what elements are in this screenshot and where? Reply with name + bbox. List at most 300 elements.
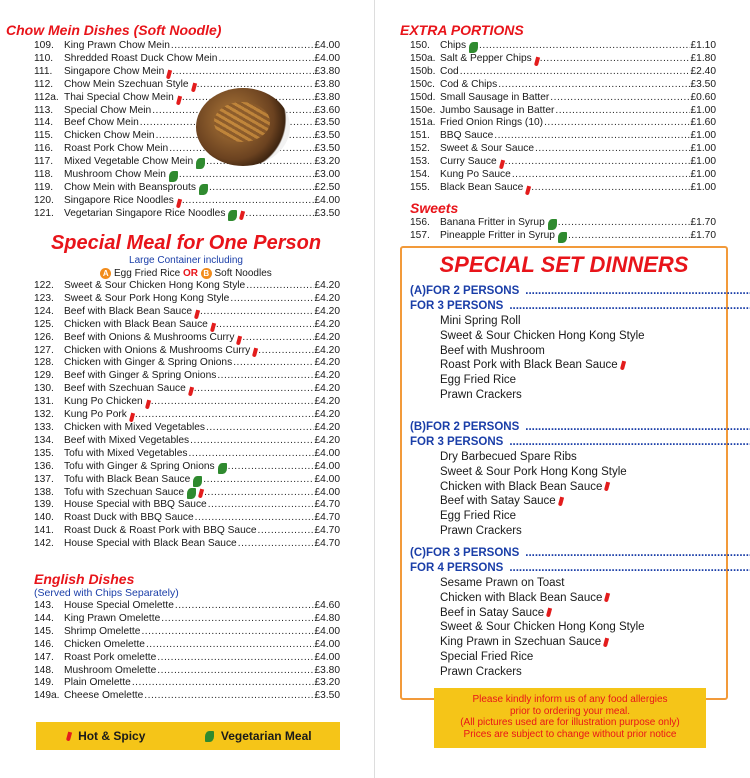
item-number: 150d. (410, 91, 436, 103)
item-price: £4.00 (314, 625, 340, 637)
item-number: 153. (410, 156, 430, 168)
set-dish (402, 450, 726, 465)
menu-item (34, 499, 340, 512)
chili-icon (558, 496, 564, 506)
leader-dots (218, 53, 313, 66)
item-price: £4.20 (314, 292, 340, 304)
menu-item (34, 332, 340, 345)
menu-item (34, 448, 340, 461)
item-price: £3.00 (314, 169, 340, 181)
leader-dots (258, 345, 313, 358)
menu-item (34, 156, 340, 169)
item-name: Salt & Pepper Chips (440, 52, 532, 64)
item-name: Chicken with Onions & Mushrooms Curry (64, 344, 251, 356)
set-dish-name: Egg Fried Rice (440, 510, 517, 523)
chili-icon (546, 608, 552, 618)
legend-veg-label: Vegetarian Meal (220, 729, 312, 743)
chili-icon (620, 360, 626, 370)
set-label (402, 435, 410, 450)
leader-dots (195, 512, 314, 525)
set-dinner (402, 546, 726, 680)
item-name: Pineapple Fritter in Syrup (440, 229, 555, 241)
item-price: £4.20 (314, 331, 340, 343)
leader-dots (544, 117, 689, 130)
item-number: 142. (34, 538, 54, 550)
rice-noodle-options (0, 267, 372, 280)
leader-dots (509, 299, 750, 314)
item-name: Chicken with Mixed Vegetables (64, 421, 206, 433)
set-persons (410, 299, 750, 314)
item-price: £4.20 (314, 383, 340, 395)
item-price: £3.80 (314, 78, 340, 90)
item-number: 112a. (34, 91, 59, 103)
item-icons (532, 57, 539, 66)
item-number: 143. (34, 600, 54, 611)
set-dish (402, 465, 726, 480)
menu-item (34, 105, 340, 118)
item-number: 132. (34, 409, 54, 421)
item-price: £4.00 (314, 486, 340, 498)
menu-item (34, 370, 340, 383)
item-name: Roast Duck & Roast Pork with BBQ Sauce (64, 525, 257, 537)
item-name: Banana Fritter in Syrup (440, 217, 545, 228)
item-price: £4.70 (314, 538, 340, 550)
item-number: 141. (34, 525, 54, 537)
menu-item (410, 117, 716, 130)
item-icons (166, 171, 178, 182)
item-name: Sweet & Sour Pork Hong Kong Style (64, 292, 230, 304)
set-persons (410, 561, 750, 576)
leader-dots (217, 370, 313, 383)
set-dinner (402, 284, 726, 403)
leader-dots (525, 284, 750, 299)
menu-item (34, 422, 340, 435)
item-price: £1.10 (690, 40, 716, 51)
item-number: 150e. (410, 104, 436, 116)
menu-item (34, 613, 340, 626)
set-dish-name: Prawn Crackers (440, 524, 522, 537)
set-persons (426, 420, 750, 435)
item-icons (143, 400, 150, 409)
item-name: Jumbo Sausage in Batter (440, 104, 555, 116)
item-number: 150. (410, 40, 430, 51)
leader-dots (171, 40, 314, 53)
option-a-label: Egg Fried Rice (114, 268, 181, 279)
option-b-label: Soft Noodles (214, 268, 272, 279)
menu-item (34, 435, 340, 448)
leader-dots (258, 525, 314, 538)
set-dish (402, 650, 726, 665)
item-price: £3.80 (314, 65, 340, 77)
leader-dots (200, 306, 314, 319)
item-number: 139. (34, 499, 54, 511)
set-dish-name: Chicken with Black Bean Sauce (440, 591, 603, 604)
set-dish (402, 606, 726, 621)
item-number: 119. (34, 181, 54, 193)
item-name: Sweet & Sour Sauce (440, 143, 535, 155)
set-persons-label: FOR 2 PERSONS (425, 285, 520, 297)
item-number: 151a. (410, 117, 436, 129)
item-icons (523, 186, 530, 195)
item-name: Kung Po Sauce (440, 169, 511, 181)
option-b-badge: B (201, 268, 212, 279)
item-icons (193, 158, 205, 169)
sweets-list (410, 217, 716, 243)
item-number: 126. (34, 331, 54, 343)
menu-item (34, 383, 340, 396)
menu-item (34, 461, 340, 474)
menu-item (34, 319, 340, 332)
item-icons (189, 83, 196, 92)
item-price: £4.00 (314, 52, 340, 64)
leader-dots (175, 600, 314, 613)
extra-portions-title: EXTRA PORTIONS (400, 22, 524, 38)
item-name: Beef Chow Mein (64, 117, 139, 129)
menu-item (34, 53, 340, 66)
set-dish (402, 665, 726, 680)
leader-dots (172, 66, 313, 79)
legend-hot-label: Hot & Spicy (78, 729, 146, 743)
item-price: £3.80 (314, 664, 340, 676)
item-price: £4.20 (314, 396, 340, 408)
leader-dots (204, 487, 313, 500)
item-price: £1.00 (690, 181, 716, 193)
menu-item (34, 182, 340, 195)
leader-dots (568, 230, 690, 243)
leaf-icon (193, 476, 202, 487)
item-name: Roast Duck with BBQ Sauce (64, 512, 194, 524)
chili-icon (604, 482, 610, 492)
item-price: £1.00 (690, 143, 716, 155)
item-price: £4.20 (314, 434, 340, 446)
item-price: £1.00 (690, 169, 716, 181)
menu-item (410, 53, 716, 66)
leader-dots (512, 169, 690, 182)
leader-dots (525, 420, 750, 435)
leader-dots (531, 182, 689, 195)
item-number: 148. (34, 664, 54, 676)
leaf-icon (187, 488, 196, 499)
item-name: Roast Pork Chow Mein (64, 143, 169, 155)
set-dish (402, 509, 726, 524)
item-icons (234, 336, 241, 345)
item-price: £4.70 (314, 525, 340, 537)
leaf-icon (205, 731, 214, 742)
item-price: £4.20 (314, 421, 340, 433)
item-price: £3.60 (314, 104, 340, 116)
set-dish (402, 620, 726, 635)
leader-dots (182, 195, 314, 208)
item-number: 112. (34, 78, 54, 90)
item-price: £4.00 (314, 638, 340, 650)
set-dish (402, 329, 726, 344)
item-price: £3.20 (314, 677, 340, 689)
menu-item (34, 538, 340, 551)
item-price: £4.00 (314, 447, 340, 459)
item-price: £2.40 (690, 65, 716, 77)
item-icons (555, 232, 567, 243)
item-icons (466, 42, 478, 53)
item-name: House Special with BBQ Sauce (64, 499, 207, 511)
set-option (402, 420, 726, 435)
legend-veg (202, 729, 311, 743)
leader-dots (233, 357, 313, 370)
item-icons (174, 199, 181, 208)
set-dish (402, 480, 726, 495)
item-name: Black Bean Sauce (440, 181, 524, 193)
item-number: 129. (34, 370, 54, 382)
item-number: 133. (34, 421, 54, 433)
leaf-icon (169, 171, 178, 182)
set-option (402, 299, 726, 314)
item-name: Fried Onion Rings (10) (440, 117, 544, 129)
leaf-icon (218, 463, 227, 474)
item-price: £4.70 (314, 499, 340, 511)
set-persons (426, 284, 750, 299)
page-divider (374, 0, 375, 778)
notice-line-1: Please kindly inform us of any food allergies (472, 694, 668, 705)
item-icons (215, 463, 227, 474)
item-price: £1.00 (690, 130, 716, 142)
item-price: £1.00 (690, 156, 716, 168)
set-dish-name: King Prawn in Szechuan Sauce (440, 636, 602, 649)
item-number: 150a. (410, 52, 436, 64)
item-name: Tofu with Ginger & Spring Onions (64, 460, 215, 472)
item-number: 118. (34, 169, 54, 181)
leader-dots (460, 66, 690, 79)
leader-dots (246, 280, 313, 293)
leader-dots (188, 448, 313, 461)
left-column (0, 0, 372, 778)
item-name: Mushroom Chow Mein (64, 169, 166, 181)
item-name: Beef with Mixed Vegetables (64, 434, 190, 446)
set-dish (402, 524, 726, 539)
legend-hot (64, 729, 145, 743)
menu-item (34, 345, 340, 358)
item-name: Chow Mein Szechuan Style (64, 78, 189, 90)
special-meal-note: Large Container including (129, 255, 243, 266)
menu-item (34, 474, 340, 487)
item-icons (186, 387, 193, 396)
item-price: £4.00 (314, 40, 340, 51)
menu-item (34, 92, 340, 105)
leaf-icon (548, 219, 557, 230)
menu-item (410, 79, 716, 92)
item-icons (174, 96, 181, 105)
set-label (402, 299, 410, 314)
leader-dots (540, 53, 690, 66)
item-price: £4.20 (314, 318, 340, 330)
leader-dots (230, 293, 313, 306)
item-name: Beef with Ginger & Spring Onions (64, 370, 217, 382)
leader-dots (494, 130, 689, 143)
item-price: £4.00 (314, 194, 340, 206)
leader-dots (535, 143, 689, 156)
leader-dots (550, 92, 689, 105)
leader-dots (157, 652, 313, 665)
menu-item (34, 130, 340, 143)
item-price: £3.50 (314, 130, 340, 142)
menu-item (34, 117, 340, 130)
menu-item (34, 665, 340, 678)
item-icons (250, 348, 257, 357)
item-name: Kung Po Chicken (64, 396, 143, 408)
item-name: House Special with Black Bean Sauce (64, 538, 237, 550)
item-price: £4.00 (314, 460, 340, 472)
leader-dots (208, 499, 314, 512)
leader-dots (479, 40, 689, 53)
menu-item (410, 156, 716, 169)
item-price: £3.50 (690, 78, 716, 90)
leader-dots (146, 639, 314, 652)
item-icons (127, 413, 134, 422)
item-name: Tofu with Szechuan Sauce (64, 486, 185, 498)
item-name: Shredded Roast Duck Chow Mein (64, 52, 218, 64)
menu-item (410, 217, 716, 230)
leader-dots (242, 332, 313, 345)
menu-item (34, 40, 340, 53)
leader-dots (206, 422, 313, 435)
item-number: 109. (34, 40, 54, 51)
set-persons-label: FOR 3 PERSONS (410, 436, 504, 448)
item-number: 113. (34, 104, 54, 116)
item-number: 155. (410, 181, 430, 193)
item-number: 145. (34, 625, 54, 637)
menu-item (34, 280, 340, 293)
set-dish-name: Beef with Satay Sauce (440, 495, 556, 508)
item-name: Beef with Onions & Mushrooms Curry (64, 331, 235, 343)
leader-dots (238, 538, 314, 551)
item-name: Tofu with Mixed Vegetables (64, 447, 188, 459)
item-number: 121. (34, 207, 54, 219)
item-number: 127. (34, 344, 54, 356)
menu-item (410, 130, 716, 143)
item-number: 122. (34, 280, 54, 291)
leader-dots (194, 383, 314, 396)
leader-dots (555, 105, 689, 118)
english-dishes-note: (Served with Chips Separately) (34, 587, 179, 599)
english-dishes-title: English Dishes (34, 571, 135, 587)
set-dish (402, 344, 726, 359)
leader-dots (498, 79, 689, 92)
leaf-icon (469, 42, 478, 53)
item-name: Mixed Vegetable Chow Mein (64, 156, 194, 168)
item-number: 138. (34, 486, 54, 498)
set-dish-name: Beef in Satay Sauce (440, 606, 545, 619)
chow-mein-photo (196, 88, 290, 166)
menu-item (410, 92, 716, 105)
set-dish-name: Sweet & Sour Chicken Hong Kong Style (440, 329, 645, 342)
item-name: Roast Pork omelette (64, 651, 157, 663)
item-number: 157. (410, 229, 430, 241)
set-persons (426, 546, 750, 561)
item-name: Curry Sauce (440, 156, 497, 168)
leader-dots (245, 208, 313, 221)
item-price: £4.70 (314, 512, 340, 524)
notice-line-2: prior to ordering your meal. (509, 705, 631, 717)
item-name: Chicken Chow Mein (64, 130, 155, 142)
leader-dots (509, 435, 750, 450)
sweets-title: Sweets (410, 200, 459, 216)
item-price: £4.80 (314, 612, 340, 624)
menu-item (34, 600, 340, 613)
item-price: £4.60 (314, 600, 340, 611)
leader-dots (179, 169, 314, 182)
menu-item (410, 230, 716, 243)
menu-item (410, 143, 716, 156)
set-label (402, 561, 410, 576)
item-price: £4.20 (314, 370, 340, 382)
or-label: OR (182, 268, 198, 279)
set-dish-name: Beef with Mushroom (440, 344, 545, 357)
option-a-badge: A (100, 268, 111, 279)
item-number: 116. (34, 143, 54, 155)
item-price: £4.00 (314, 473, 340, 485)
set-dinners-title: SPECIAL SET DINNERS (439, 252, 689, 277)
leader-dots (132, 677, 314, 690)
menu-item (34, 690, 340, 703)
set-persons-label: FOR 2 PERSONS (425, 421, 520, 433)
set-dish (402, 373, 726, 388)
item-icons (545, 219, 557, 230)
set-dish (402, 494, 726, 509)
item-number: 146. (34, 638, 54, 650)
leader-dots (144, 690, 313, 703)
set-persons-label: FOR 4 PERSONS (410, 562, 504, 574)
item-number: 114. (34, 117, 54, 129)
item-price: £3.20 (314, 156, 340, 168)
menu-item (34, 525, 340, 538)
item-price: £0.60 (690, 91, 716, 103)
set-dish (402, 591, 726, 606)
legend-bar (36, 722, 340, 750)
item-number: 150b. (410, 65, 436, 77)
item-name: Kung Po Pork (64, 409, 127, 421)
item-price: £2.50 (314, 181, 340, 193)
item-price: £4.20 (314, 344, 340, 356)
set-dish-name: Sweet & Sour Pork Hong Kong Style (440, 465, 627, 478)
item-number: 120. (34, 194, 54, 206)
item-price: £1.70 (690, 217, 716, 228)
menu-item (34, 169, 340, 182)
menu-item (34, 66, 340, 79)
item-number: 149. (34, 677, 54, 689)
item-name: Sweet & Sour Chicken Hong Kong Style (64, 280, 246, 291)
item-number: 151. (410, 130, 430, 142)
item-price: £4.20 (314, 357, 340, 369)
item-name: Beef with Szechuan Sauce (64, 383, 186, 395)
notice-line-3: (All pictures used are for illustration purpose only) (460, 717, 680, 728)
set-option (402, 435, 726, 450)
menu-item (410, 66, 716, 79)
item-price: £4.20 (314, 305, 340, 317)
set-label: (A) (410, 285, 426, 297)
set-label: (B) (410, 421, 426, 433)
menu-item (34, 652, 340, 665)
set-option (402, 561, 726, 576)
menu-item (34, 293, 340, 306)
menu-item (410, 169, 716, 182)
extra-portions-list (410, 40, 716, 195)
item-number: 123. (34, 292, 54, 304)
right-column (378, 0, 750, 778)
leader-dots (558, 217, 690, 230)
item-number: 152. (410, 143, 430, 155)
item-name: Singapore Chow Mein (64, 65, 165, 77)
leader-dots (228, 461, 314, 474)
item-price: £1.60 (690, 117, 716, 129)
special-meal-title: Special Meal for One Person (50, 232, 322, 254)
